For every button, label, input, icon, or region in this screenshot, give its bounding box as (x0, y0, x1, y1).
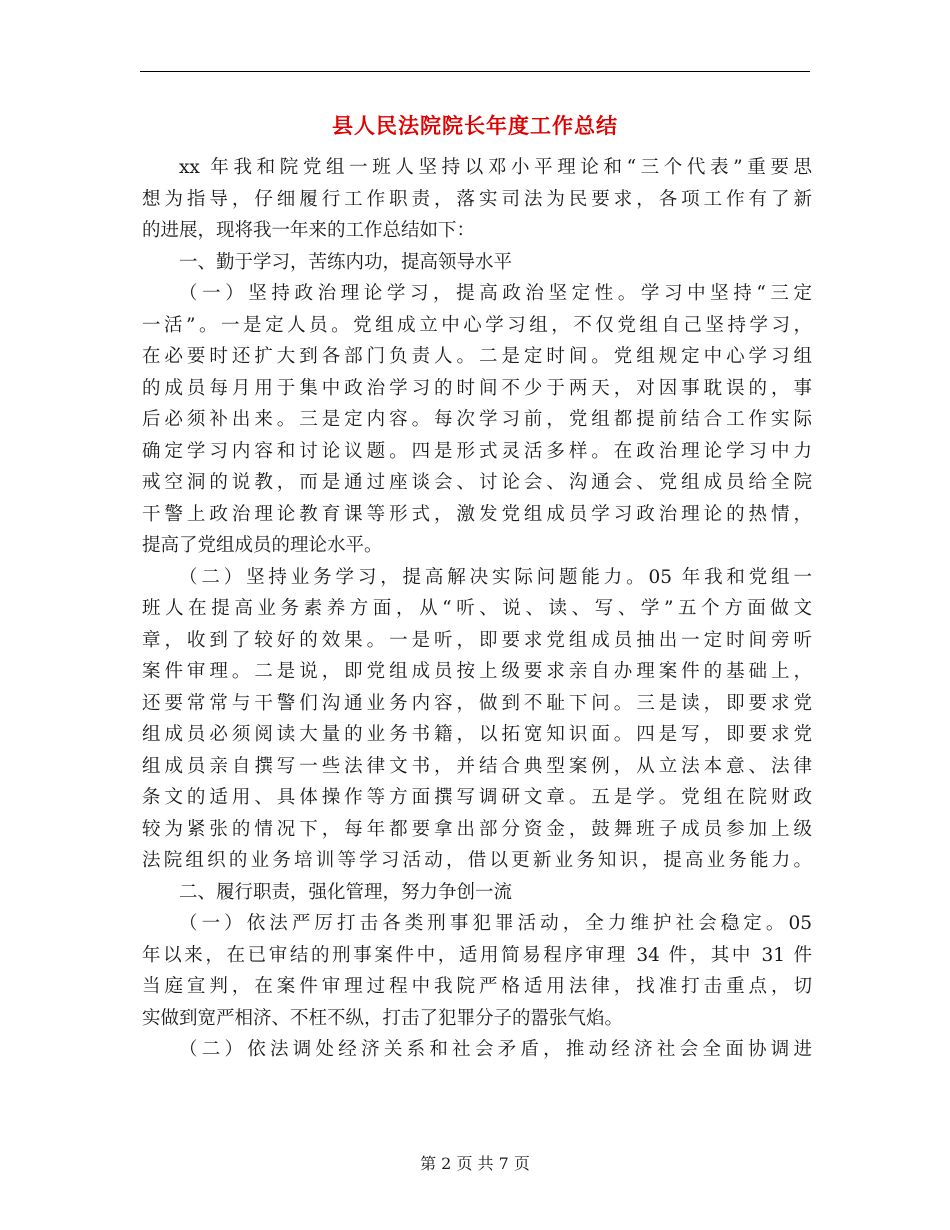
paragraph-line: 组成员亲自撰写一些法律文书，并结合典型案例，从立法本意、法律 (142, 755, 812, 777)
paragraph-line: （二）坚持业务学习，提高解决实际问题能力。05 年我和党组一 (179, 566, 812, 588)
paragraph-line: 条文的适用、具体操作等方面撰写调研文章。五是学。党组在院财政 (142, 787, 812, 808)
paragraph-line: （一）坚持政治理论学习，提高政治坚定性。学习中坚持“三定 (179, 283, 812, 304)
header-rule (140, 71, 810, 72)
paragraph-line: 章，收到了较好的效果。一是听，即要求党组成员抽出一定时间旁听 (142, 629, 812, 651)
document-body (142, 152, 812, 1066)
paragraph-line: 想为指导，仔细履行工作职责，落实司法为民要求，各项工作有了新 (142, 188, 812, 210)
section-heading: 一、勤于学习，苦练内功，提高领导水平 (179, 251, 513, 273)
paragraph-line: 较为紧张的情况下，每年都要拿出部分资金，鼓舞班子成员参加上级 (142, 818, 812, 840)
paragraph-line: 后必须补出来。三是定内容。每次学习前，党组都提前结合工作实际 (142, 409, 812, 430)
paragraph-line: 案件审理。二是说，即党组成员按上级要求亲自办理案件的基础上， (142, 661, 812, 682)
paragraph-line: 法院组织的业务培训等学习活动，借以更新业务知识，提高业务能力。 (142, 850, 812, 871)
paragraph-line: 班人在提高业务素养方面，从“听、说、读、写、学”五个方面做文 (142, 598, 812, 619)
paragraph-line: xx 年我和院党组一班人坚持以邓小平理论和“三个代表”重要思 (179, 157, 812, 178)
page-number: 第 2 页 共 7 页 (420, 1154, 530, 1173)
paragraph-line: 干警上政治理论教育课等形式，激发党组成员学习政治理论的热情， (142, 503, 812, 525)
paragraph-line: 一活”。一是定人员。党组成立中心学习组，不仅党组自己坚持学习， (142, 314, 812, 336)
paragraph-line: （一）依法严厉打击各类刑事犯罪活动，全力维护社会稳定。05 (179, 913, 812, 934)
paragraph-line: 在必要时还扩大到各部门负责人。二是定时间。党组规定中心学习组 (142, 346, 812, 367)
paragraph-line: 的进展，现将我一年来的工作总结如下： (142, 220, 476, 241)
section-heading: 二、履行职责，强化管理，努力争创一流 (179, 881, 513, 903)
paragraph-line: 的成员每月用于集中政治学习的时间不少于两天，对因事耽误的，事 (142, 377, 812, 399)
paragraph-line: 提高了党组成员的理论水平。 (142, 535, 383, 556)
paragraph-line: 还要常常与干警们沟通业务内容，做到不耻下问。三是读，即要求党 (142, 692, 812, 714)
paragraph-line: 当庭宣判，在案件审理过程中我院严格适用法律，找准打击重点，切 (142, 976, 812, 997)
paragraph-line: 确定学习内容和讨论议题。四是形式灵活多样。在政治理论学习中力 (142, 440, 812, 462)
paragraph-line: 实做到宽严相济、不枉不纵，打击了犯罪分子的嚣张气焰。 (142, 1007, 624, 1029)
paragraph-line: 戒空洞的说教，而是通过座谈会、讨论会、沟通会、党组成员给全院 (142, 472, 812, 493)
document-title: 县人民法院院长年度工作总结 (332, 113, 618, 138)
paragraph-line: （二）依法调处经济关系和社会矛盾，推动经济社会全面协调进 (179, 1039, 812, 1060)
paragraph-line: 组成员必须阅读大量的业务书籍，以拓宽知识面。四是写，即要求党 (142, 724, 812, 745)
paragraph-line: 年以来，在已审结的刑事案件中，适用简易程序审理 34 件，其中 31 件 (142, 944, 812, 966)
